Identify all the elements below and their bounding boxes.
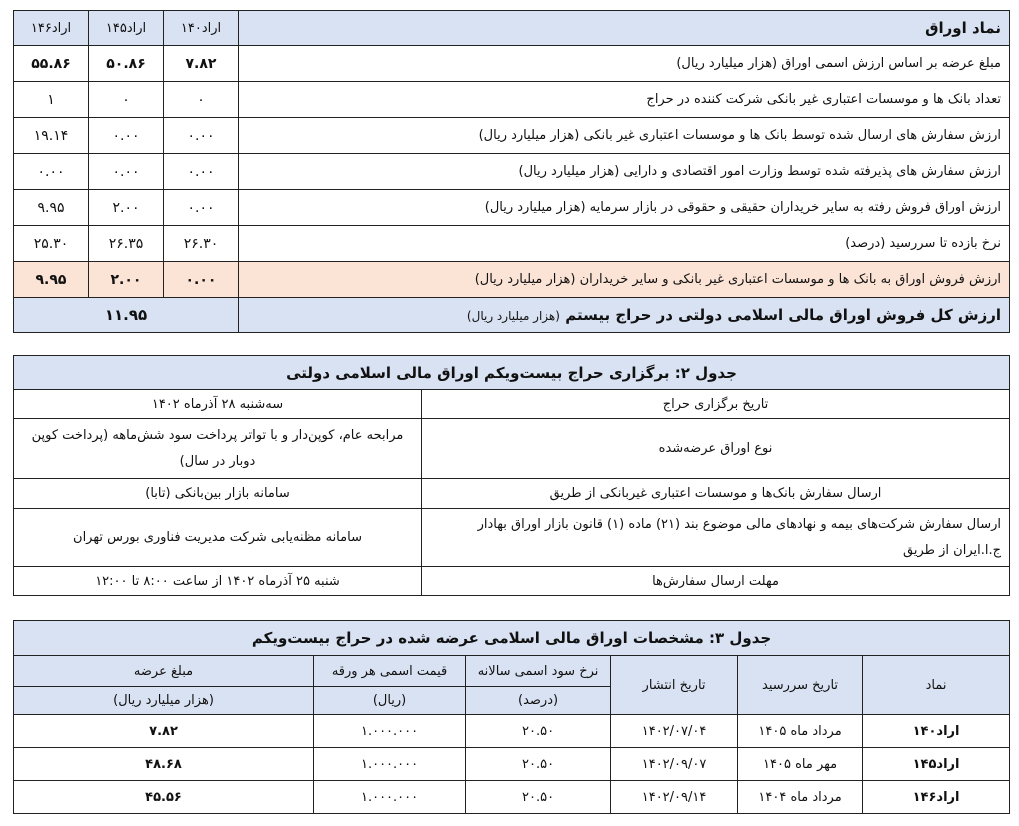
table-row <box>14 390 1010 419</box>
row-value: ۲.۰۰ <box>89 262 164 298</box>
row-value: ۱۹.۱۴ <box>14 118 89 154</box>
row-label: تعداد بانک ها و موسسات اعتباری غیر بانکی شرکت کننده در حراج <box>239 82 1010 118</box>
row-value: ۲۶.۳۵ <box>89 226 164 262</box>
row-value: ۰ <box>164 82 239 118</box>
row-value: ۲۶.۳۰ <box>164 226 239 262</box>
securities-specs-table <box>13 620 1010 814</box>
table-row <box>14 190 1010 226</box>
total-row <box>14 298 1010 333</box>
cell-offer-amount: ۴۸.۶۸ <box>14 748 314 781</box>
cell-offer-amount: ۴۵.۵۶ <box>14 781 314 814</box>
cell-maturity: مرداد ماه ۱۴۰۵ <box>738 715 863 748</box>
row-value: ۵۰.۸۶ <box>89 46 164 82</box>
row-value: مرابحه عام، کوپن‌دار و با تواتر پرداخت سود شش‌ماهه (پرداخت کوپن دوبار در سال) <box>14 419 422 479</box>
cell-symbol: اراد۱۴۰ <box>863 715 1010 748</box>
row-label: ارزش اوراق فروش رفته به سایر خریداران حقیقی و حقوقی در بازار سرمایه (هزار میلیارد ریال) <box>239 190 1010 226</box>
cell-issue-date: ۱۴۰۲/۰۹/۱۴ <box>611 781 738 814</box>
column-header: اراد۱۴۵ <box>89 11 164 46</box>
row-value: ۰.۰۰ <box>164 154 239 190</box>
table-row <box>14 82 1010 118</box>
row-value: ۷.۸۲ <box>164 46 239 82</box>
header-offer-amount: مبلغ عرضه <box>14 656 314 687</box>
header-face-value: قیمت اسمی هر ورقه <box>314 656 466 687</box>
table-row <box>14 46 1010 82</box>
row-label: مبلغ عرضه بر اساس ارزش اسمی اوراق (هزار میلیارد ریال) <box>239 46 1010 82</box>
cell-rate: ۲۰.۵۰ <box>466 748 611 781</box>
cell-face-value: ۱.۰۰۰.۰۰۰ <box>314 781 466 814</box>
row-value: ۹.۹۵ <box>14 262 89 298</box>
header-issue-date: تاریخ انتشار <box>611 656 738 715</box>
table-row <box>14 781 1010 814</box>
header-face-value-unit: (ریال) <box>314 687 466 715</box>
row-value: ۵۵.۸۶ <box>14 46 89 82</box>
table-row <box>14 748 1010 781</box>
row-label: ارزش فروش اوراق به بانک ها و موسسات اعتباری غیر بانکی و سایر خریداران (هزار میلیارد ریال) <box>239 262 1010 298</box>
header-rate: نرخ سود اسمی سالانه <box>466 656 611 687</box>
table-row <box>14 479 1010 509</box>
row-value: ۰.۰۰ <box>89 154 164 190</box>
cell-face-value: ۱.۰۰۰.۰۰۰ <box>314 715 466 748</box>
row-label: ارزش سفارش های ارسال شده توسط بانک ها و موسسات اعتباری غیر بانکی (هزار میلیارد ریال) <box>239 118 1010 154</box>
header-label: نماد اوراق <box>239 11 1010 46</box>
column-header: اراد۱۴۰ <box>164 11 239 46</box>
row-label: ارسال سفارش بانک‌ها و موسسات اعتباری غیربانکی از طریق <box>422 479 1010 509</box>
row-label: ارسال سفارش شرکت‌های بیمه و نهادهای مالی موضوع بند (۲۱) ماده (۱) قانون بازار اوراق بهادار ج.ا.ایران از طریق <box>422 509 1010 567</box>
cell-symbol: اراد۱۴۶ <box>863 781 1010 814</box>
cell-issue-date: ۱۴۰۲/۰۷/۰۴ <box>611 715 738 748</box>
row-value: سامانه مظنه‌یابی شرکت مدیریت فناوری بورس تهران <box>14 509 422 567</box>
auction-results-table <box>13 10 1010 333</box>
row-value: ۹.۹۵ <box>14 190 89 226</box>
row-value: ۰.۰۰ <box>164 262 239 298</box>
row-value: ۰.۰۰ <box>14 154 89 190</box>
header-maturity: تاریخ سررسید <box>738 656 863 715</box>
row-value: ۰.۰۰ <box>89 118 164 154</box>
table-title-row <box>14 356 1010 390</box>
cell-offer-amount: ۷.۸۲ <box>14 715 314 748</box>
row-value: شنبه ۲۵ آذرماه ۱۴۰۲ از ساعت ۸:۰۰ تا ۱۲:۰۰ <box>14 567 422 596</box>
auction-details-table <box>13 355 1010 596</box>
table-header-row <box>14 656 1010 687</box>
table-row <box>14 154 1010 190</box>
row-value: ۲۵.۳۰ <box>14 226 89 262</box>
total-label-unit: (هزار میلیارد ریال) <box>466 309 560 323</box>
table-title: جدول ۳: مشخصات اوراق مالی اسلامی عرضه شده در حراج بیست‌ویکم <box>14 621 1010 656</box>
cell-maturity: مرداد ماه ۱۴۰۴ <box>738 781 863 814</box>
table-row <box>14 509 1010 567</box>
row-label: نوع اوراق عرضه‌شده <box>422 419 1010 479</box>
cell-issue-date: ۱۴۰۲/۰۹/۰۷ <box>611 748 738 781</box>
cell-face-value: ۱.۰۰۰.۰۰۰ <box>314 748 466 781</box>
table-title-row <box>14 621 1010 656</box>
cell-symbol: اراد۱۴۵ <box>863 748 1010 781</box>
table-title: جدول ۲: برگزاری حراج بیست‌ویکم اوراق مالی اسلامی دولتی <box>14 356 1010 390</box>
column-header: اراد۱۴۶ <box>14 11 89 46</box>
table-row <box>14 567 1010 596</box>
table-row <box>14 419 1010 479</box>
highlighted-row <box>14 262 1010 298</box>
header-rate-unit: (درصد) <box>466 687 611 715</box>
table-row <box>14 226 1010 262</box>
table-header-row <box>14 11 1010 46</box>
total-label <box>239 298 1010 333</box>
row-value: ۰.۰۰ <box>164 118 239 154</box>
row-label: تاریخ برگزاری حراج <box>422 390 1010 419</box>
row-value: سامانه بازار بین‌بانکی (تابا) <box>14 479 422 509</box>
row-label: نرخ بازده تا سررسید (درصد) <box>239 226 1010 262</box>
header-symbol: نماد <box>863 656 1010 715</box>
table-row <box>14 118 1010 154</box>
cell-rate: ۲۰.۵۰ <box>466 781 611 814</box>
cell-rate: ۲۰.۵۰ <box>466 715 611 748</box>
row-value: ۰.۰۰ <box>164 190 239 226</box>
row-value: ۰ <box>89 82 164 118</box>
total-value: ۱۱.۹۵ <box>14 298 239 333</box>
header-offer-amount-unit: (هزار میلیارد ریال) <box>14 687 314 715</box>
row-value: سه‌شنبه ۲۸ آذرماه ۱۴۰۲ <box>14 390 422 419</box>
row-value: ۲.۰۰ <box>89 190 164 226</box>
row-label: مهلت ارسال سفارش‌ها <box>422 567 1010 596</box>
cell-maturity: مهر ماه ۱۴۰۵ <box>738 748 863 781</box>
row-value: ۱ <box>14 82 89 118</box>
total-label-text: ارزش کل فروش اوراق مالی اسلامی دولتی در حراج بیستم <box>565 306 1001 324</box>
row-label: ارزش سفارش های پذیرفته شده توسط وزارت امور اقتصادی و دارایی (هزار میلیارد ریال) <box>239 154 1010 190</box>
table-row <box>14 715 1010 748</box>
